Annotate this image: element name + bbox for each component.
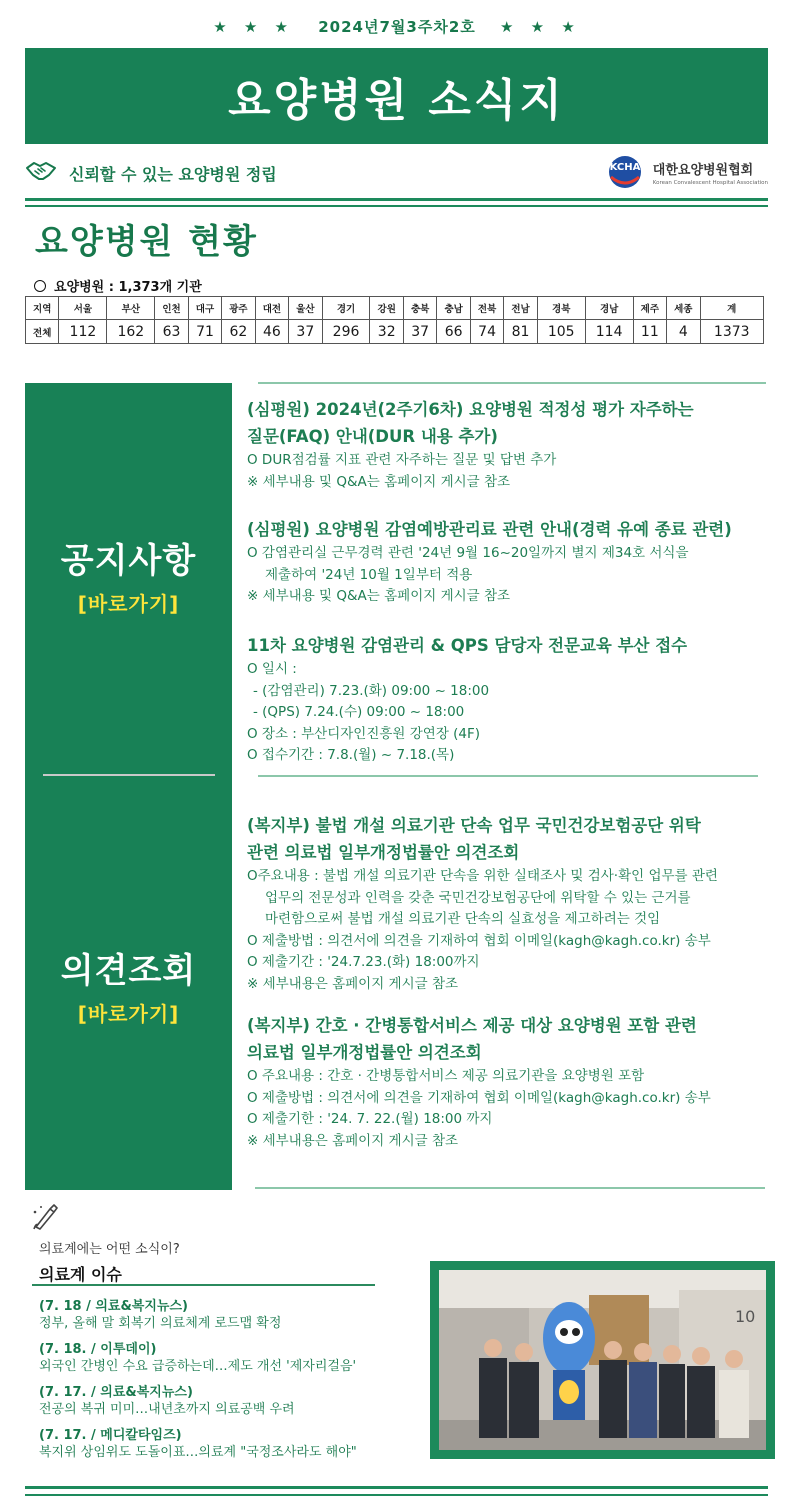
opinion-title-line[interactable]: 의료법 일부개정법률안 의견조회 — [247, 1043, 482, 1062]
table-cell-count: 46 — [255, 320, 288, 344]
table-region-header: 제주 — [633, 297, 666, 320]
table-cell-count: 62 — [222, 320, 255, 344]
opinion-detail: O 제출방법 : 의견서에 의견을 기재하여 협회 이메일(kagh@kagh.co.kr) 송부 — [247, 1089, 711, 1106]
opinion-title-line[interactable]: (복지부) 불법 개설 의료기관 단속 업무 국민건강보험공단 위탁 — [247, 816, 701, 835]
notice-detail: O 일시 : — [247, 661, 297, 677]
brush-pen-icon — [30, 1203, 58, 1231]
header-rule-thick — [25, 198, 768, 201]
table-cell-count: 4 — [667, 320, 700, 344]
notice-detail: - (QPS) 7.24.(수) 09:00 ~ 18:00 — [253, 704, 465, 720]
circle-bullet-icon — [34, 280, 46, 292]
table-region-header: 대구 — [188, 297, 221, 320]
notice-shortcut-link[interactable]: [바로가기] — [77, 592, 180, 616]
hospital-count — [34, 276, 202, 295]
news-headline[interactable]: 복지위 상임위도 도돌이표…의료계 "국정조사라도 해야" — [39, 1445, 357, 1460]
table-region-header: 강원 — [370, 297, 403, 320]
table-cell-count: 105 — [537, 320, 585, 344]
notice-title-line[interactable]: (심평원) 요양병원 감염예방관리료 관련 안내(경력 유예 종료 관련) — [247, 520, 732, 539]
table-value-row — [26, 320, 764, 344]
table-cell-count: 11 — [633, 320, 666, 344]
table-cell-count: 114 — [585, 320, 633, 344]
issues-rule — [32, 1284, 375, 1286]
panel-divider — [43, 774, 215, 776]
logo-text — [653, 159, 768, 186]
table-region-header: 부산 — [107, 297, 155, 320]
news-item[interactable] — [39, 1384, 419, 1418]
group-photo — [439, 1270, 766, 1450]
table-cell-count: 74 — [470, 320, 503, 344]
opinion-detail: ※ 세부내용은 홈페이지 게시글 참조 — [247, 1132, 459, 1149]
table-region-header: 전남 — [504, 297, 537, 320]
handshake-icon — [25, 160, 57, 182]
news-source: (7. 17. / 메디칼타임즈) — [39, 1428, 182, 1443]
issues-title: 의료계 이슈 — [39, 1265, 122, 1284]
section-separator-rule — [258, 775, 758, 777]
opinion-detail: 마련함으로써 불법 개설 의료기관 단속의 실효성을 제고하려는 것임 — [265, 911, 661, 927]
notice-detail: - (감염관리) 7.23.(화) 09:00 ~ 18:00 — [253, 682, 490, 699]
wall-number: 10 — [735, 1307, 756, 1326]
logo-korean-name: 대한요양병원협회 — [652, 162, 754, 178]
svg-text:KCHA: KCHA — [609, 162, 641, 173]
table-cell-count: 37 — [403, 320, 436, 344]
slogan-row — [25, 150, 768, 194]
table-region-header: 광주 — [222, 297, 255, 320]
table-region-header: 인천 — [155, 297, 188, 320]
opinion-detail: O 제출기간 : '24.7.23.(화) 18:00까지 — [247, 954, 480, 970]
news-source: (7. 18. / 이투데이) — [39, 1342, 157, 1357]
news-item[interactable] — [39, 1298, 419, 1332]
regional-statistics-table — [25, 296, 764, 344]
table-cell-count: 37 — [289, 320, 322, 344]
table-region-header: 계 — [700, 297, 764, 320]
table-region-header: 세종 — [667, 297, 700, 320]
table-region-header: 서울 — [59, 297, 107, 320]
opinion-item-1[interactable] — [247, 812, 787, 995]
notice-title-line[interactable]: 질문(FAQ) 안내(DUR 내용 추가) — [247, 427, 498, 446]
notice-item-2[interactable] — [247, 516, 787, 608]
news-headline[interactable]: 정부, 올해 말 회복기 의료체계 로드맵 확정 — [39, 1316, 282, 1331]
news-headline[interactable]: 전공의 복귀 미미…내년초까지 의료공백 우려 — [39, 1402, 295, 1417]
news-source: (7. 18 / 의료&복지뉴스) — [39, 1299, 188, 1314]
table-row-label: 지역 — [26, 297, 59, 320]
table-region-header: 경기 — [322, 297, 370, 320]
table-region-header: 충남 — [437, 297, 470, 320]
table-cell-count: 32 — [370, 320, 403, 344]
opinion-bottom-rule — [255, 1187, 765, 1189]
issue-line — [0, 16, 794, 37]
footer-rule-thin — [25, 1494, 768, 1496]
notice-detail: O DUR점검률 지표 관련 자주하는 질문 및 답변 추가 — [247, 452, 557, 468]
table-header-row — [26, 297, 764, 320]
newsletter-title: 요양병원 소식지 — [228, 75, 565, 126]
table-cell-count: 63 — [155, 320, 188, 344]
association-logo[interactable] — [603, 152, 768, 192]
notice-detail: O 접수기간 : 7.8.(월) ~ 7.18.(목) — [247, 747, 455, 763]
notice-item-1[interactable] — [247, 396, 787, 493]
table-region-header: 충북 — [403, 297, 436, 320]
table-cell-count: 66 — [437, 320, 470, 344]
opinion-detail: O주요내용 : 불법 개설 의료기관 단속을 위한 실태조사 및 검사·확인 업무를 관련 — [247, 868, 718, 884]
table-cell-count: 162 — [107, 320, 155, 344]
table-cell-count: 81 — [504, 320, 537, 344]
opinion-panel-title: 의견조회 — [60, 951, 197, 991]
hospital-count-text: 요양병원 : 1,373개 기관 — [54, 280, 202, 295]
news-headline[interactable]: 외국인 간병인 수요 급증하는데…제도 개선 '제자리걸음' — [39, 1359, 357, 1374]
table-region-header: 경북 — [537, 297, 585, 320]
notice-title-line[interactable]: 11차 요양병원 감염관리 & QPS 담당자 전문교육 부산 접수 — [247, 636, 688, 655]
table-cell-count: 1373 — [700, 320, 764, 344]
opinion-detail: 업무의 전문성과 인력을 갖춘 국민건강보험공단에 위탁할 수 있는 근거를 — [265, 889, 691, 906]
table-region-header: 경남 — [585, 297, 633, 320]
notice-detail: ※ 세부내용 및 Q&A는 홈페이지 게시글 참조 — [247, 588, 511, 604]
opinion-detail: O 주요내용 : 간호 · 간병통합서비스 제공 의료기관을 요양병원 포함 — [247, 1068, 645, 1084]
issue-number: 2024년7월3주차2호 — [318, 18, 476, 36]
section-title-status: 요양병원 현황 — [35, 222, 258, 262]
notice-detail: O 감염관리실 근무경력 관련 '24년 9월 16~20일까지 별지 제34호 서식을 — [247, 545, 689, 561]
opinion-detail: O 제출방법 : 의견서에 의견을 기재하여 협회 이메일(kagh@kagh.co.kr) 송부 — [247, 932, 711, 949]
notice-top-rule — [258, 382, 766, 384]
news-item[interactable] — [39, 1427, 419, 1461]
table-region-header: 전북 — [470, 297, 503, 320]
table-row-label: 전체 — [26, 320, 59, 344]
news-item[interactable] — [39, 1341, 419, 1375]
table-region-header: 대전 — [255, 297, 288, 320]
notice-detail: O 장소 : 부산디자인진흥원 강연장 (4F) — [247, 725, 481, 742]
notice-panel[interactable] — [25, 383, 232, 771]
slogan: 신뢰할 수 있는 요양병원 정립 — [69, 165, 277, 184]
kcha-logo-icon — [603, 155, 647, 189]
star-icons-left: ★ ★ ★ — [213, 18, 294, 36]
star-icons-right: ★ ★ ★ — [499, 18, 581, 36]
opinion-detail: O 제출기한 : '24. 7. 22.(월) 18:00 까지 — [247, 1111, 493, 1127]
table-cell-count: 112 — [59, 320, 107, 344]
title-banner — [25, 48, 768, 144]
logo-english-name: Korean Convalescent Hospital Association — [652, 179, 768, 186]
table-cell-count: 296 — [322, 320, 370, 344]
opinion-shortcut-link[interactable]: [바로가기] — [77, 1002, 180, 1026]
table-region-header: 울산 — [289, 297, 322, 320]
opinion-item-2[interactable] — [247, 1012, 787, 1152]
notice-detail: 제출하여 '24년 10월 1일부터 적용 — [265, 566, 473, 583]
group-photo-frame — [430, 1261, 775, 1459]
news-source: (7. 17. / 의료&복지뉴스) — [39, 1385, 193, 1400]
opinion-title-line[interactable]: (복지부) 간호 · 간병통합서비스 제공 대상 요양병원 포함 관련 — [247, 1016, 697, 1035]
notice-item-3[interactable] — [247, 632, 787, 767]
notice-detail: ※ 세부내용 및 Q&A는 홈페이지 게시글 참조 — [247, 473, 511, 490]
notice-title-line[interactable]: (심평원) 2024년(2주기6차) 요양병원 적정성 평가 자주하는 — [247, 400, 694, 419]
opinion-detail: ※ 세부내용은 홈페이지 게시글 참조 — [247, 975, 459, 992]
issues-subheading: 의료계에는 어떤 소식이? — [39, 1242, 180, 1257]
opinion-title-line[interactable]: 관련 의료법 일부개정법률안 의견조회 — [247, 843, 520, 862]
notice-panel-title: 공지사항 — [60, 541, 197, 581]
table-cell-count: 71 — [188, 320, 221, 344]
header-rule-thin — [25, 205, 768, 207]
opinion-panel[interactable] — [25, 771, 232, 1190]
footer-rule-thick — [25, 1486, 768, 1489]
